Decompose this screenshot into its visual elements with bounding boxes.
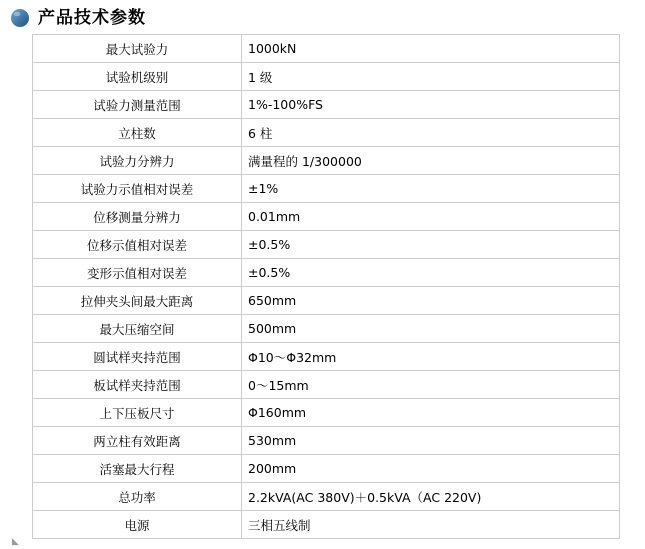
param-name-cell: 板试样夹持范围	[33, 371, 242, 399]
product-spec-table	[32, 34, 620, 539]
sphere-bullet-icon	[10, 8, 30, 28]
param-name-cell: 变形示值相对误差	[33, 259, 242, 287]
table-row	[33, 315, 620, 343]
table-row	[33, 203, 620, 231]
table-row	[33, 63, 620, 91]
page-title: 产品技术参数	[38, 8, 146, 27]
param-name-cell: 试验力测量范围	[33, 91, 242, 119]
param-value-cell: 530mm	[242, 427, 620, 455]
spec-table-container	[0, 34, 645, 539]
param-name-cell: 试验机级别	[33, 63, 242, 91]
param-value-cell: ±1%	[242, 175, 620, 203]
param-name-cell: 总功率	[33, 483, 242, 511]
param-value-cell: ±0.5%	[242, 231, 620, 259]
table-row	[33, 455, 620, 483]
table-row	[33, 343, 620, 371]
param-value-cell: 6 柱	[242, 119, 620, 147]
table-row	[33, 91, 620, 119]
param-value-cell: 0.01mm	[242, 203, 620, 231]
param-value-cell: 三相五线制	[242, 511, 620, 539]
footer-mark: ◣	[12, 536, 20, 546]
param-name-cell: 立柱数	[33, 119, 242, 147]
param-name-cell: 最大试验力	[33, 35, 242, 63]
param-name-cell: 位移测量分辨力	[33, 203, 242, 231]
param-value-cell: 1%-100%FS	[242, 91, 620, 119]
table-row	[33, 147, 620, 175]
table-row	[33, 427, 620, 455]
table-row	[33, 231, 620, 259]
param-value-cell: 1 级	[242, 63, 620, 91]
param-value-cell: ±0.5%	[242, 259, 620, 287]
table-row	[33, 511, 620, 539]
table-row	[33, 35, 620, 63]
spec-table-body	[33, 35, 620, 539]
table-row	[33, 371, 620, 399]
param-name-cell: 最大压缩空间	[33, 315, 242, 343]
param-name-cell: 拉伸夹头间最大距离	[33, 287, 242, 315]
param-value-cell: 满量程的 1/300000	[242, 147, 620, 175]
table-row	[33, 175, 620, 203]
param-name-cell: 活塞最大行程	[33, 455, 242, 483]
param-name-cell: 试验力分辨力	[33, 147, 242, 175]
table-row	[33, 483, 620, 511]
param-name-cell: 电源	[33, 511, 242, 539]
param-name-cell: 位移示值相对误差	[33, 231, 242, 259]
param-name-cell: 上下压板尺寸	[33, 399, 242, 427]
param-value-cell: 500mm	[242, 315, 620, 343]
table-row	[33, 119, 620, 147]
page-header	[0, 0, 645, 34]
param-value-cell: 2.2kVA(AC 380V)＋0.5kVA（AC 220V)	[242, 483, 620, 511]
param-value-cell: 1000kN	[242, 35, 620, 63]
table-row	[33, 287, 620, 315]
table-row	[33, 259, 620, 287]
param-value-cell: Φ160mm	[242, 399, 620, 427]
param-name-cell: 试验力示值相对误差	[33, 175, 242, 203]
param-value-cell: 200mm	[242, 455, 620, 483]
param-value-cell: 650mm	[242, 287, 620, 315]
param-name-cell: 圆试样夹持范围	[33, 343, 242, 371]
table-row	[33, 399, 620, 427]
param-value-cell: Φ10～Φ32mm	[242, 343, 620, 371]
param-value-cell: 0～15mm	[242, 371, 620, 399]
param-name-cell: 两立柱有效距离	[33, 427, 242, 455]
